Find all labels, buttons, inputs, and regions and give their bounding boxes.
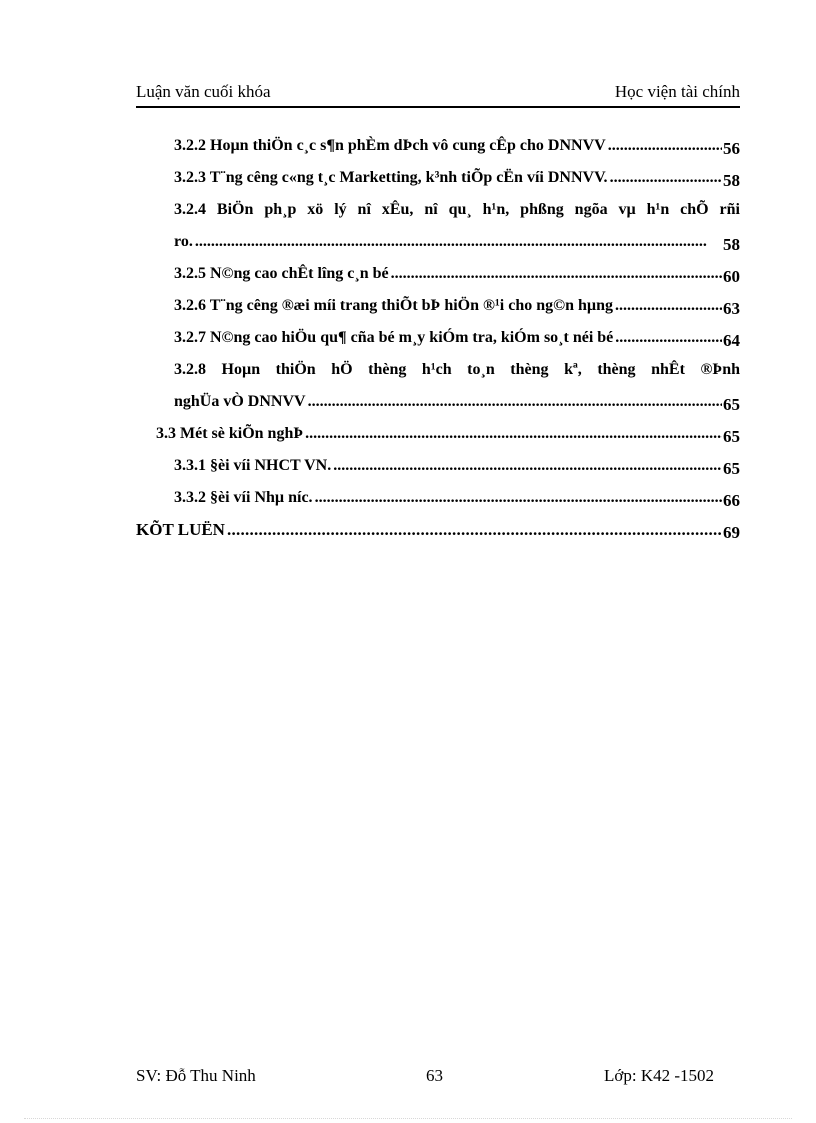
page-header [136,82,740,108]
toc-entry-label-continued: nghÜa vÒ DNNVV [174,393,306,410]
toc-leader [333,456,722,476]
toc-entry[interactable] [156,424,740,444]
toc-entry-label: 3.3.1 §èi víi NHCT VN. [174,457,332,474]
toc-entry-page: 56 [723,139,740,158]
toc-entry-first-line[interactable] [174,200,740,220]
toc-entry-label: 3.2.7 N©ng cao hiÖu qu¶ cña bé m¸y kiÓm tra, kiÓm so¸t néi bé [174,329,614,346]
toc-entry-first-line[interactable] [174,360,740,380]
toc-entry-label: 3.3.2 §èi víi Nhµ níc. [174,489,313,506]
toc-leader [305,424,722,444]
toc-leader [610,168,722,188]
footer-page-number: 63 [426,1066,443,1085]
toc-entry-label-continued: ro. [174,233,193,250]
toc-leader [608,136,722,156]
toc-leader [615,328,722,348]
toc-leader [227,520,722,540]
toc-entry-page: 58 [723,235,740,254]
toc-entry-page: 58 [723,171,740,190]
toc-entry[interactable] [174,328,740,348]
toc-entry[interactable] [136,520,740,540]
toc-entry-label: 3.2.2 Hoµn thiÖn c¸c s¶n phÈm dÞch vô cung cÊp cho DNNVV [174,137,606,154]
toc-entry-page: 64 [723,331,740,350]
toc-leader [195,232,722,252]
toc-leader [391,264,722,284]
header-thesis-title: Luận văn cuối khóa [136,82,271,101]
page-edge-divider [24,1118,792,1119]
footer-student-name: SV: Đỗ Thu Ninh [136,1066,256,1085]
toc-entry[interactable] [174,264,740,284]
toc-leader [615,296,722,316]
toc-entry-page: 63 [723,299,740,318]
toc-entry[interactable] [174,232,740,252]
header-institution: Học viện tài chính [614,82,740,101]
toc-entry-page: 66 [723,491,740,510]
page-footer [0,1066,816,1090]
toc-entry-label: 3.3 Mét sè kiÕn nghÞ [156,425,304,442]
footer-class: Lớp: K42 -1502 [604,1066,715,1085]
toc-entry-label: 3.2.8 Hoµn thiÖn hÖ thèng h¹ch to¸n thèng kª, thèng nhÊt ®Þnh [174,361,740,378]
toc-entry-page: 69 [723,523,740,542]
toc-entry[interactable] [174,392,740,412]
toc-leader [315,488,722,508]
toc-entry-page: 60 [723,267,740,286]
toc-entry-page: 65 [723,427,740,446]
toc-entry[interactable] [174,488,740,508]
toc-entry-label: KÕT LUËN [136,520,225,539]
toc-leader [308,392,722,412]
toc-entry-label: 3.2.3 T¨ng cêng c«ng t¸c Marketting, k³nh tiÕp cËn víi DNNVV. [174,169,608,186]
toc-entry-label: 3.2.4 BiÖn ph¸p xö lý nî xÊu, nî qu¸ h¹n, phßng ngõa vµ h¹n chÕ rñi [174,201,740,218]
toc-entry[interactable] [174,136,740,156]
toc-entry[interactable] [174,296,740,316]
toc-entry-page: 65 [723,395,740,414]
toc-entry[interactable] [174,168,740,188]
toc-entry[interactable] [174,456,740,476]
toc-entry-label: 3.2.5 N©ng cao chÊt lîng c¸n bé [174,265,389,282]
toc-entry-page: 65 [723,459,740,478]
toc-entry-label: 3.2.6 T¨ng cêng ®æi míi trang thiÕt bÞ hiÖn ®¹i cho ng©n hµng [174,297,613,314]
